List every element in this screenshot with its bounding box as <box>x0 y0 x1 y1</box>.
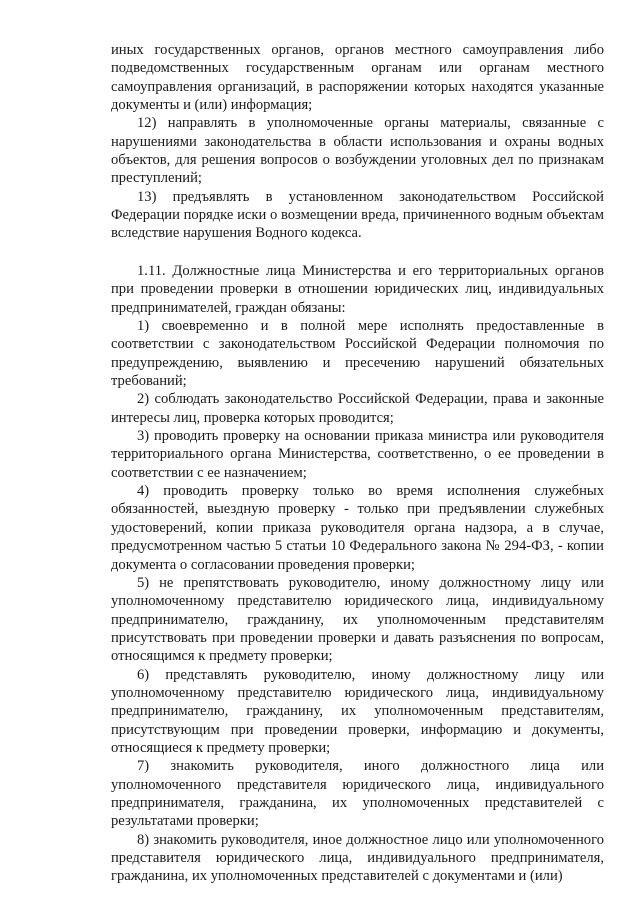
item-12-paragraph: 12) направлять в уполномоченные органы материалы, связанные с нарушениями законодательства в области использования и охраны водных объектов, для решения вопросов о возбуждении уголовных дел по признакам преступлений; <box>111 115 604 187</box>
top-text-block <box>111 41 604 243</box>
duty-item-6: 6) представлять руководителю, иному должностному лицу или уполномоченному представителю юридического лица, индивидуальному предпринимателю, гражданину, их уполномоченным представителям, присутствующим при проведении проверки, информацию и документы, относящиеся к предмету проверки; <box>111 666 604 756</box>
duty-item-7: 7) знакомить руководителя, иного должностного лица или уполномоченного представителя юридического лица, индивидуального предпринимателя, гражданина, их уполномоченных представителей с результатами проверки; <box>111 758 604 830</box>
duty-item-3: 3) проводить проверку на основании приказа министра или руководителя территориального органа Министерства, соответственно, о ее проведении в соответствии с ее назначением; <box>111 428 604 481</box>
continuation-paragraph: иных государственных органов, органов местного самоуправления либо подведомственных государственным органам или органам местного самоуправления организаций, в распоряжении которых находятся указанные документы и (или) информация; <box>111 42 604 114</box>
item-13-paragraph: 13) предъявлять в установленном законодательством Российской Федерации порядке иски о возмещении вреда, причиненного водным объектам вследствие нарушения Водного кодекса. <box>111 188 604 242</box>
duty-item-1: 1) своевременно и в полной мере исполнять предоставленные в соответствии с законодательством Российской Федерации полномочия по предупреждению, выявлению и пресечению нарушений обязательных требований; <box>111 318 604 390</box>
duty-item-5: 5) не препятствовать руководителю, иному должностному лицу или уполномоченному представителю юридического лица, индивидуальному предпринимателю, гражданину, их уполномоченным представителям присутствовать при проведении проверки и давать разъяснения по вопросам, относящимся к предмету проверки; <box>111 574 604 665</box>
section-intro-paragraph: 1.11. Должностные лица Министерства и его территориальных органов при проведении проверки в отношении юридических лиц, индивидуальных предпринимателей, граждан обязаны: <box>111 263 604 316</box>
duty-item-4: 4) проводить проверку только во время исполнения служебных обязанностей, выездную проверку - только при предъявлении служебных удостоверений, копии приказа руководителя органа надзора, а в случае, предусмотренном частью 5 статьи 10 Федерального закона № 294-ФЗ, - копии документа о согласовании проведения проверки; <box>111 483 604 573</box>
duty-item-2: 2) соблюдать законодательство Российской Федерации, права и законные интересы лиц, проверка которых проводится; <box>111 391 604 426</box>
duty-item-8: 8) знакомить руководителя, иное должностное лицо или уполномоченного представителя юридического лица, индивидуального предпринимателя, гражданина, их уполномоченных представителей с документами и (или) <box>111 831 604 885</box>
section-1-11-block <box>111 262 604 886</box>
